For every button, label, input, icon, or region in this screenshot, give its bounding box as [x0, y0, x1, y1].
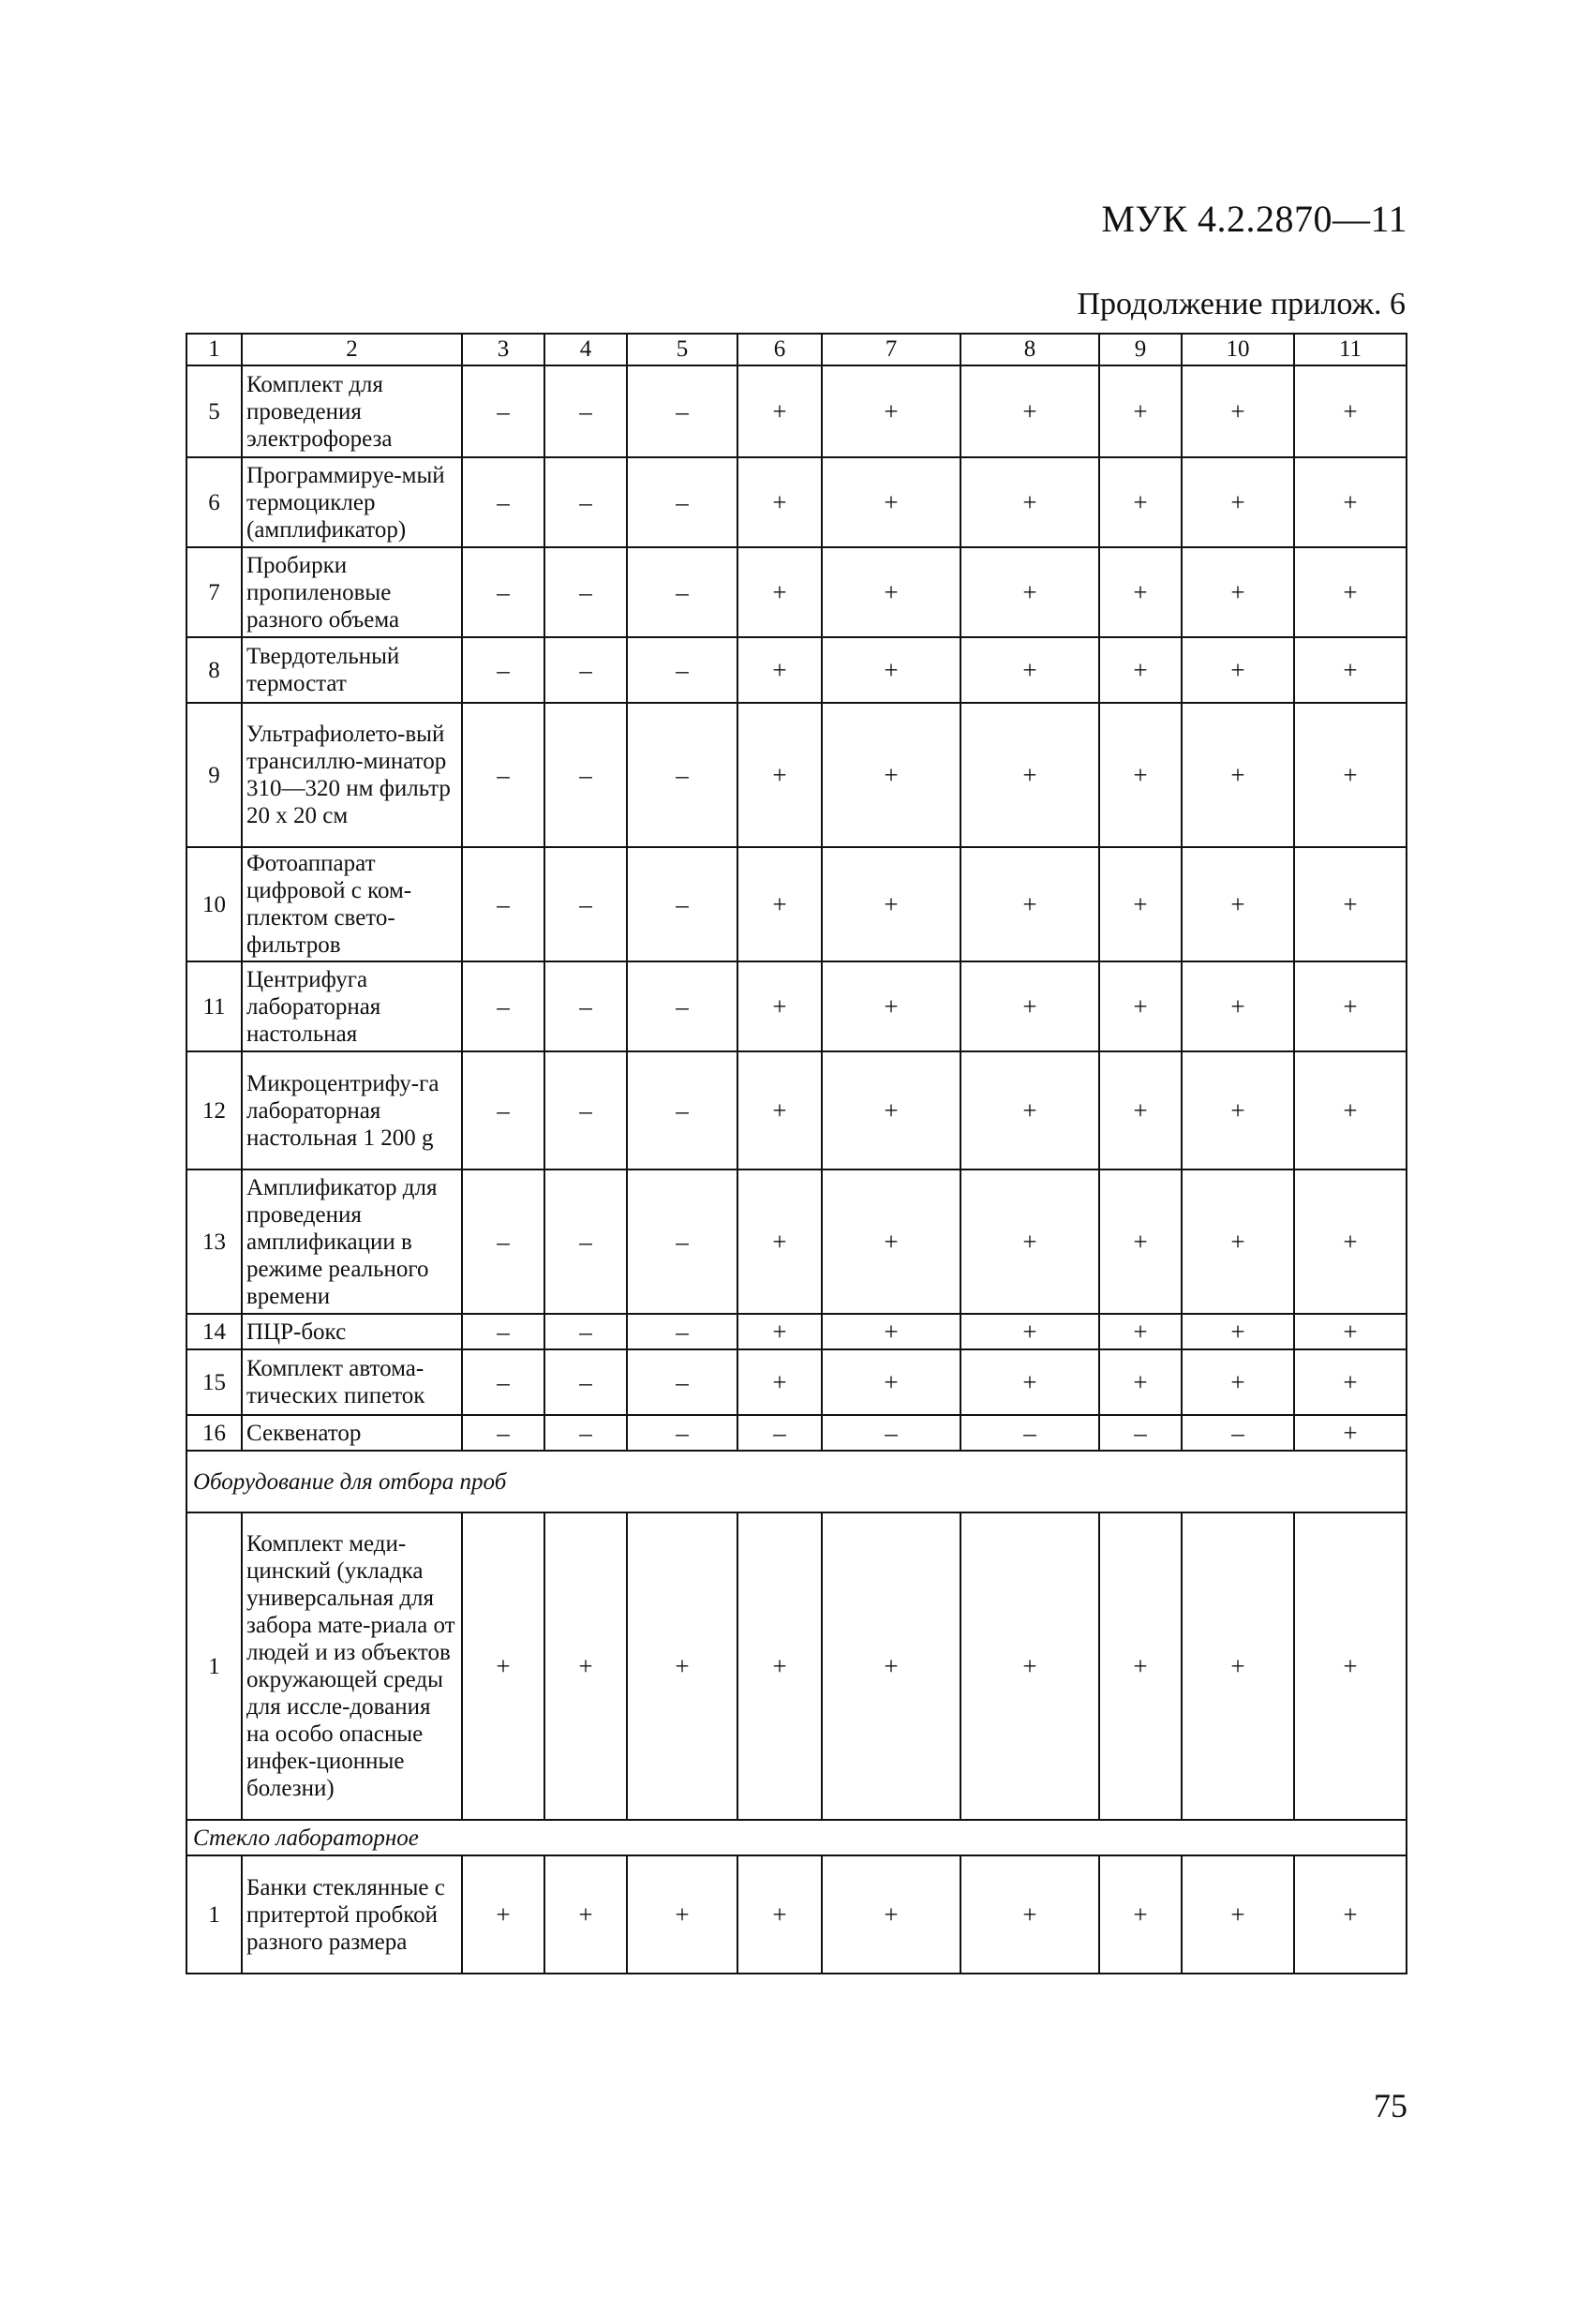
availability-mark: – — [462, 1349, 544, 1415]
availability-mark: + — [960, 547, 1099, 637]
availability-mark: – — [544, 547, 627, 637]
availability-mark: + — [737, 1349, 822, 1415]
equipment-name: Комплект автома-тических пипеток — [242, 1349, 462, 1415]
availability-mark: – — [462, 547, 544, 637]
availability-mark: + — [822, 703, 960, 847]
row-number: 12 — [186, 1051, 242, 1169]
availability-mark: + — [1182, 1314, 1294, 1349]
availability-mark: – — [627, 457, 737, 547]
availability-mark: + — [1294, 365, 1407, 457]
equipment-name: Твердотельный термостат — [242, 637, 462, 703]
availability-mark: + — [960, 1169, 1099, 1314]
column-header: 8 — [960, 334, 1099, 365]
table-body — [186, 334, 1407, 1974]
availability-mark: + — [737, 703, 822, 847]
availability-mark: – — [462, 1415, 544, 1451]
availability-mark: + — [462, 1855, 544, 1974]
availability-mark: + — [1099, 547, 1182, 637]
availability-mark: – — [544, 365, 627, 457]
availability-mark: + — [1182, 1169, 1294, 1314]
table-row — [186, 637, 1407, 703]
availability-mark: – — [627, 961, 737, 1051]
table-row — [186, 961, 1407, 1051]
availability-mark: – — [462, 1169, 544, 1314]
table-row — [186, 1512, 1407, 1820]
row-number: 11 — [186, 961, 242, 1051]
equipment-name: ПЦР-бокс — [242, 1314, 462, 1349]
availability-mark: – — [627, 703, 737, 847]
availability-mark: + — [960, 703, 1099, 847]
table-row — [186, 1415, 1407, 1451]
availability-mark: + — [1182, 1512, 1294, 1820]
availability-mark: – — [462, 1314, 544, 1349]
equipment-name: Секвенатор — [242, 1415, 462, 1451]
table-row — [186, 457, 1407, 547]
availability-mark: – — [627, 365, 737, 457]
column-header: 2 — [242, 334, 462, 365]
availability-mark: + — [1099, 961, 1182, 1051]
availability-mark: – — [627, 847, 737, 961]
availability-mark: – — [544, 1051, 627, 1169]
availability-mark: – — [462, 703, 544, 847]
availability-mark: + — [822, 1855, 960, 1974]
availability-mark: + — [1294, 1415, 1407, 1451]
availability-mark: + — [1294, 961, 1407, 1051]
availability-mark: + — [1182, 365, 1294, 457]
column-header: 5 — [627, 334, 737, 365]
table-row — [186, 365, 1407, 457]
continuation-label: Продолжение прилож. 6 — [1077, 287, 1406, 321]
availability-mark: + — [1099, 1051, 1182, 1169]
row-number: 8 — [186, 637, 242, 703]
availability-mark: + — [1182, 1051, 1294, 1169]
availability-mark: + — [737, 1314, 822, 1349]
availability-mark: + — [960, 847, 1099, 961]
availability-mark: + — [737, 1169, 822, 1314]
availability-mark: + — [1294, 1051, 1407, 1169]
availability-mark: + — [960, 1855, 1099, 1974]
availability-mark: + — [627, 1855, 737, 1974]
page-number: 75 — [1374, 2087, 1407, 2124]
availability-mark: + — [960, 457, 1099, 547]
availability-mark: + — [1182, 547, 1294, 637]
row-number: 5 — [186, 365, 242, 457]
availability-mark: – — [627, 1415, 737, 1451]
availability-mark: + — [737, 1512, 822, 1820]
availability-mark: – — [462, 1051, 544, 1169]
row-number: 6 — [186, 457, 242, 547]
equipment-name: Комплект меди-цинский (укладка универсальная для забора мате-риала от людей и из объектов окружающей среды для иссле-дования на особо опасные инфек-ционные болезни) — [242, 1512, 462, 1820]
availability-mark: + — [462, 1512, 544, 1820]
availability-mark: – — [462, 847, 544, 961]
availability-mark: + — [737, 1855, 822, 1974]
column-header: 6 — [737, 334, 822, 365]
availability-mark: + — [822, 1169, 960, 1314]
row-number: 9 — [186, 703, 242, 847]
row-number: 16 — [186, 1415, 242, 1451]
availability-mark: + — [822, 961, 960, 1051]
availability-mark: + — [544, 1512, 627, 1820]
column-header: 4 — [544, 334, 627, 365]
availability-mark: + — [1099, 1349, 1182, 1415]
availability-mark: – — [462, 961, 544, 1051]
availability-mark: + — [1099, 457, 1182, 547]
availability-mark: + — [1294, 1512, 1407, 1820]
availability-mark: + — [822, 1512, 960, 1820]
availability-mark: – — [960, 1415, 1099, 1451]
availability-mark: – — [627, 1314, 737, 1349]
availability-mark: – — [627, 1349, 737, 1415]
availability-mark: + — [737, 1051, 822, 1169]
section-row — [186, 1820, 1407, 1855]
availability-mark: + — [960, 637, 1099, 703]
equipment-name: Центрифуга лабораторная настольная — [242, 961, 462, 1051]
availability-mark: + — [737, 365, 822, 457]
equipment-table-wrapper — [186, 333, 1406, 1974]
availability-mark: – — [1182, 1415, 1294, 1451]
table-row — [186, 1349, 1407, 1415]
availability-mark: – — [544, 637, 627, 703]
row-number: 7 — [186, 547, 242, 637]
availability-mark: – — [737, 1415, 822, 1451]
table-row — [186, 703, 1407, 847]
column-header: 1 — [186, 334, 242, 365]
availability-mark: + — [1294, 1349, 1407, 1415]
column-header: 11 — [1294, 334, 1407, 365]
availability-mark: + — [1294, 703, 1407, 847]
availability-mark: + — [1099, 1855, 1182, 1974]
availability-mark: + — [737, 961, 822, 1051]
equipment-name: Комплект для проведения электрофореза — [242, 365, 462, 457]
availability-mark: – — [1099, 1415, 1182, 1451]
availability-mark: + — [1294, 1169, 1407, 1314]
availability-mark: + — [822, 637, 960, 703]
table-row — [186, 1169, 1407, 1314]
availability-mark: + — [960, 1314, 1099, 1349]
table-row — [186, 547, 1407, 637]
availability-mark: – — [544, 1349, 627, 1415]
availability-mark: + — [822, 847, 960, 961]
row-number: 13 — [186, 1169, 242, 1314]
table-row — [186, 1314, 1407, 1349]
availability-mark: + — [822, 1314, 960, 1349]
availability-mark: – — [462, 637, 544, 703]
row-number: 15 — [186, 1349, 242, 1415]
availability-mark: + — [822, 1051, 960, 1169]
availability-mark: – — [627, 1051, 737, 1169]
equipment-name: Амплификатор для проведения амплификации в режиме реального времени — [242, 1169, 462, 1314]
availability-mark: + — [960, 1512, 1099, 1820]
equipment-name: Микроцентрифу-га лабораторная настольная 1 200 g — [242, 1051, 462, 1169]
availability-mark: + — [960, 961, 1099, 1051]
availability-mark: + — [1182, 457, 1294, 547]
availability-mark: – — [627, 1169, 737, 1314]
availability-mark: + — [1099, 365, 1182, 457]
availability-mark: + — [737, 457, 822, 547]
availability-mark: + — [1182, 1855, 1294, 1974]
equipment-name: Банки стеклянные с притертой пробкой разного размера — [242, 1855, 462, 1974]
row-number: 10 — [186, 847, 242, 961]
availability-mark: + — [1099, 637, 1182, 703]
document-code: МУК 4.2.2870—11 — [1101, 198, 1407, 240]
availability-mark: + — [960, 1051, 1099, 1169]
availability-mark: + — [1294, 547, 1407, 637]
row-number: 1 — [186, 1855, 242, 1974]
section-title: Стекло лабораторное — [186, 1820, 1407, 1855]
availability-mark: + — [960, 365, 1099, 457]
availability-mark: + — [1294, 457, 1407, 547]
equipment-name: Пробирки пропиленовые разного объема — [242, 547, 462, 637]
equipment-name: Фотоаппарат цифровой с ком-плектом свето-фильтров — [242, 847, 462, 961]
availability-mark: + — [1099, 847, 1182, 961]
availability-mark: + — [822, 457, 960, 547]
availability-mark: + — [544, 1855, 627, 1974]
availability-mark: – — [544, 1169, 627, 1314]
table-header-row — [186, 334, 1407, 365]
availability-mark: – — [627, 547, 737, 637]
availability-mark: + — [627, 1512, 737, 1820]
availability-mark: + — [1099, 1314, 1182, 1349]
availability-mark: – — [822, 1415, 960, 1451]
availability-mark: + — [1294, 847, 1407, 961]
availability-mark: + — [1294, 1855, 1407, 1974]
table-row — [186, 1855, 1407, 1974]
row-number: 14 — [186, 1314, 242, 1349]
availability-mark: + — [1182, 1349, 1294, 1415]
availability-mark: – — [544, 961, 627, 1051]
availability-mark: + — [737, 847, 822, 961]
availability-mark: – — [544, 1415, 627, 1451]
availability-mark: + — [737, 637, 822, 703]
availability-mark: – — [627, 637, 737, 703]
availability-mark: + — [822, 365, 960, 457]
availability-mark: + — [822, 1349, 960, 1415]
availability-mark: – — [544, 703, 627, 847]
availability-mark: – — [544, 1314, 627, 1349]
table-row — [186, 1051, 1407, 1169]
equipment-name: Программируе-мый термоциклер (амплификатор) — [242, 457, 462, 547]
availability-mark: – — [462, 365, 544, 457]
availability-mark: + — [1294, 1314, 1407, 1349]
column-header: 10 — [1182, 334, 1294, 365]
availability-mark: + — [1099, 703, 1182, 847]
section-title: Оборудование для отбора проб — [186, 1451, 1407, 1512]
availability-mark: + — [1099, 1169, 1182, 1314]
section-row — [186, 1451, 1407, 1512]
availability-mark: + — [1182, 847, 1294, 961]
equipment-name: Ультрафиолето-вый трансиллю-минатор 310—320 нм фильтр 20 х 20 см — [242, 703, 462, 847]
equipment-table — [186, 333, 1407, 1974]
availability-mark: + — [1182, 703, 1294, 847]
availability-mark: – — [544, 847, 627, 961]
availability-mark: + — [1182, 961, 1294, 1051]
availability-mark: + — [1182, 637, 1294, 703]
column-header: 9 — [1099, 334, 1182, 365]
availability-mark: + — [1294, 637, 1407, 703]
availability-mark: + — [1099, 1512, 1182, 1820]
row-number: 1 — [186, 1512, 242, 1820]
availability-mark: – — [462, 457, 544, 547]
availability-mark: + — [960, 1349, 1099, 1415]
column-header: 7 — [822, 334, 960, 365]
availability-mark: + — [822, 547, 960, 637]
availability-mark: – — [544, 457, 627, 547]
table-row — [186, 847, 1407, 961]
column-header: 3 — [462, 334, 544, 365]
availability-mark: + — [737, 547, 822, 637]
